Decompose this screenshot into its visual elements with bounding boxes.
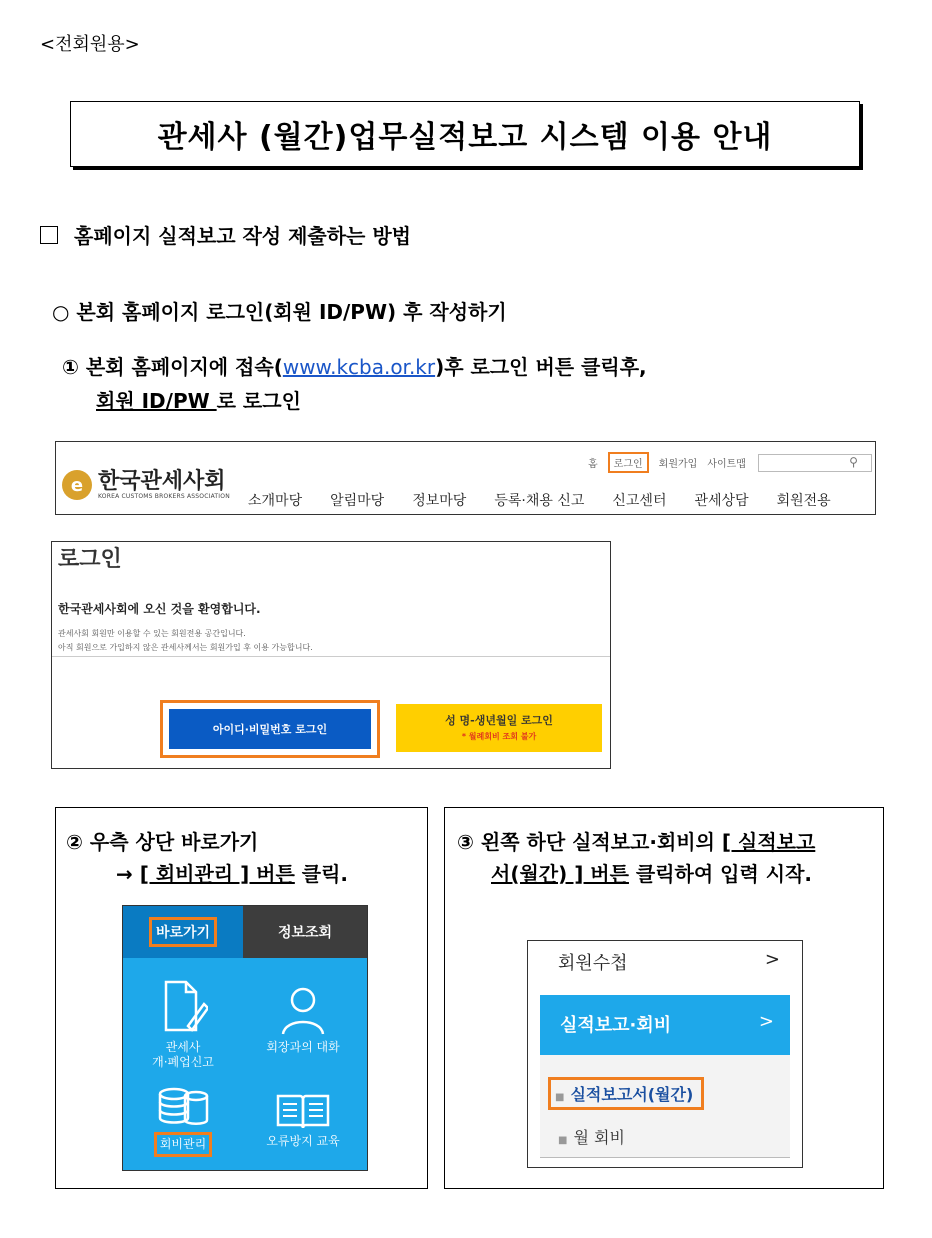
nav-item-info[interactable]: 정보마당 [412,493,467,509]
main-nav [248,490,859,510]
side-submenu [540,1055,790,1158]
step1-suffix: )후 로그인 버튼 클릭후, [435,355,647,379]
document-title-text: 관세사 (월간)업무실적보고 시스템 이용 안내 [157,120,773,155]
step3-underline-1: [ 실적보고 [721,830,816,854]
step1-id-pw: 회원 ID/PW [96,389,217,413]
side-item-handbook[interactable]: 회원수첩 [558,953,628,974]
search-input[interactable] [758,454,872,472]
chevron-right-icon: > [764,949,780,970]
login-screenshot [51,541,611,769]
section-main-text: 홈페이지 실적보고 작성 제출하는 방법 [74,224,411,248]
bullet-icon: ■ [558,1135,568,1146]
util-home-link[interactable]: 홈 [588,459,598,470]
name-birth-login-button[interactable] [396,704,602,752]
util-sitemap-link[interactable]: 사이트맵 [707,459,746,470]
step1-instruction [62,350,647,418]
submenu-monthly-fee-label: 월 회비 [573,1128,625,1147]
step3-line2 [457,858,877,890]
login-desc-1: 관세사회 회원만 이용할 수 있는 회원전용 공간입니다. [58,629,246,638]
tab-quick-links-label: 바로가기 [149,917,217,947]
nav-item-notice[interactable]: 알림마당 [330,493,385,509]
homepage-link[interactable]: www.kcba.or.kr [282,355,436,379]
utility-menu [588,452,872,473]
submenu-monthly-report[interactable] [548,1077,704,1110]
step3-instruction [457,826,877,890]
step1-prefix: ① 본회 홈페이지에 접속( [62,355,283,379]
login-heading: 로그인 [58,547,122,572]
logo-korean-text: 한국관세사회 [98,468,226,494]
util-login-link[interactable]: 로그인 [608,452,649,473]
step3-rest: 클릭하여 입력 시작. [628,862,812,886]
name-birth-login-label: 성 명-생년월일 로그인 [445,714,553,727]
quick-item-open-close-label-1: 관세사 [165,1040,201,1054]
step1-line1 [62,350,647,384]
step2-arrow: → [116,862,140,886]
step1-line2-rest: 로 로그인 [216,389,301,413]
document-pen-icon [158,978,208,1036]
checkbox-square-icon [40,226,58,244]
homepage-header-screenshot [55,441,876,515]
nav-item-members[interactable]: 회원전용 [776,493,831,509]
step2-button-label: [ 회비관리 ] 버튼 [139,862,295,886]
logo-english-text: KOREA CUSTOMS BROKERS ASSOCIATION [98,492,230,500]
kcba-logo[interactable] [62,470,230,500]
open-book-icon [276,1092,330,1130]
step2-rest: 클릭. [294,862,349,886]
login-desc-2: 아직 회원으로 가입하지 않은 관세사께서는 회원가입 후 이용 가능합니다. [58,643,313,652]
quick-item-president-talk[interactable] [243,986,363,1055]
step2-box [55,807,428,1189]
submenu-monthly-fee[interactable] [558,1125,625,1148]
nav-item-consult[interactable]: 관세상담 [694,493,749,509]
quick-item-fee-management[interactable] [123,1086,243,1157]
section-sub: ○ 본회 홈페이지 로그인(회원 ID/PW) 후 작성하기 [52,300,507,324]
step3-line1 [457,826,877,858]
step2-instruction [66,826,348,890]
name-birth-login-note: * 월례회비 조회 불가 [461,732,537,741]
submenu-monthly-report-label: 실적보고서(월간) [570,1085,694,1104]
quick-item-error-education-label: 오류방지 교육 [266,1134,340,1148]
step3-underline-2: 서(월간) ] 버튼 [491,862,629,886]
audience-tag: <전회원용> [40,34,140,55]
login-divider [52,656,610,657]
chevron-right-icon: > [758,1011,774,1032]
side-item-report-fee-label: 실적보고·회비 [560,1015,672,1036]
side-item-report-fee[interactable] [540,995,790,1055]
util-join-link[interactable]: 회원가입 [658,459,698,470]
document-title [70,101,860,167]
tab-quick-links[interactable] [123,906,243,958]
quick-item-open-close[interactable] [123,978,243,1070]
bullet-icon: ■ [555,1092,565,1103]
id-password-login-button[interactable]: 아이디·비밀번호 로그인 [169,709,371,749]
quick-item-error-education[interactable] [243,1092,363,1149]
step3-box [444,807,884,1189]
quick-item-open-close-label-2: 개·폐업신고 [152,1055,214,1069]
tab-info-lookup[interactable]: 정보조회 [243,906,367,958]
id-login-highlight [160,700,380,758]
side-menu-screenshot [527,940,803,1168]
person-icon [280,986,326,1036]
nav-item-report[interactable]: 신고센터 [612,493,667,509]
step2-line1: ② 우측 상단 바로가기 [66,830,259,854]
quick-menu-screenshot [122,905,368,1171]
kcba-emblem-icon: e [62,470,92,500]
nav-item-about[interactable]: 소개마당 [248,493,303,509]
step1-line2 [62,384,647,418]
quick-menu-body [123,958,367,1170]
section-main [40,220,411,249]
quick-item-president-talk-label: 회장과의 대화 [266,1040,340,1054]
step3-prefix: ③ 왼쪽 하단 실적보고·회비의 [457,830,722,854]
step2-line2 [66,858,348,890]
coins-stack-icon [156,1086,210,1128]
login-welcome: 한국관세사회에 오신 것을 환영합니다. [58,602,261,616]
search-icon[interactable]: ⚲ [849,454,858,469]
nav-item-register[interactable]: 등록·채용 신고 [494,493,585,509]
quick-item-fee-management-label: 회비관리 [154,1132,212,1157]
